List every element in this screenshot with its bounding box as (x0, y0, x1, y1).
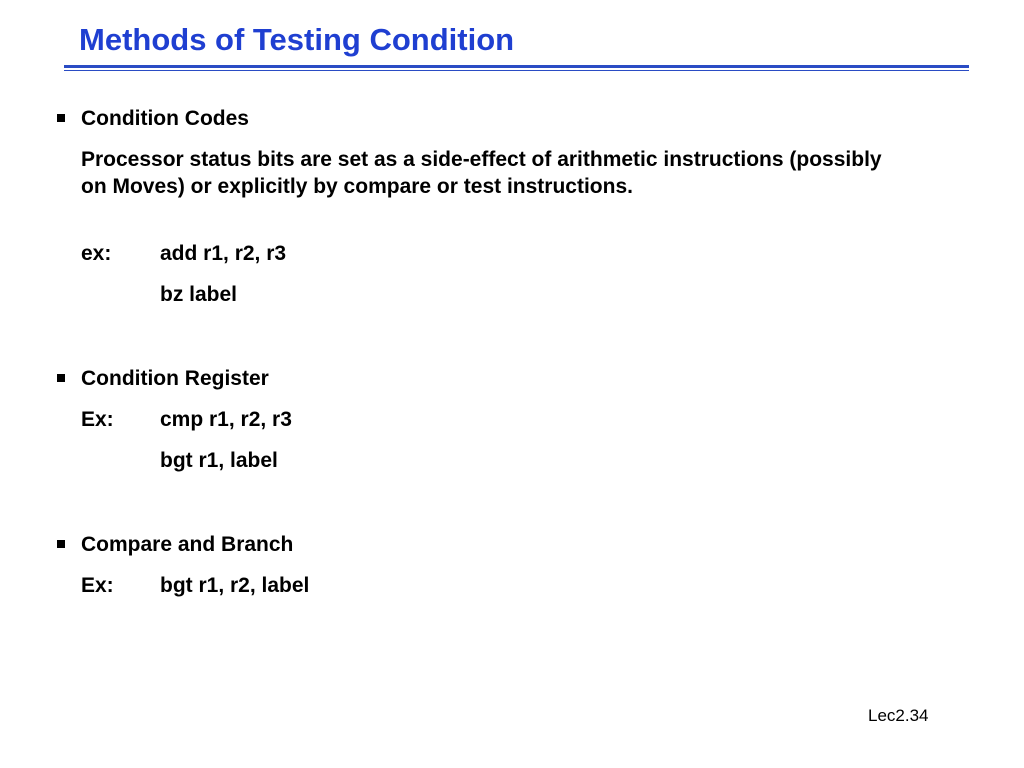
example-label: ex: (81, 242, 112, 265)
title-underline-thin (64, 70, 969, 71)
code-line: bgt r1, r2, label (160, 574, 310, 597)
slide-title: Methods of Testing Condition (79, 22, 515, 57)
code-line: bz label (160, 283, 238, 306)
bullet-square-icon (57, 540, 65, 548)
code-line: cmp r1, r2, r3 (160, 408, 292, 431)
section-description: Processor status bits are set as a side-effect of arithmetic instructions (possibly on Moves) or explicitly by compare or test instructions. (81, 148, 882, 198)
example-label: Ex: (81, 574, 114, 597)
slide-number: Lec2.34 (868, 706, 929, 725)
example-label: Ex: (81, 408, 114, 431)
title-underline-thick (64, 65, 969, 68)
section-heading-condition-register: Condition Register (81, 367, 269, 390)
bullet-square-icon (57, 114, 65, 122)
section-heading-condition-codes: Condition Codes (81, 107, 249, 130)
bullet-square-icon (57, 374, 65, 382)
code-line: add r1, r2, r3 (160, 242, 287, 265)
code-line: bgt r1, label (160, 449, 278, 472)
section-heading-compare-and-branch: Compare and Branch (81, 533, 294, 556)
